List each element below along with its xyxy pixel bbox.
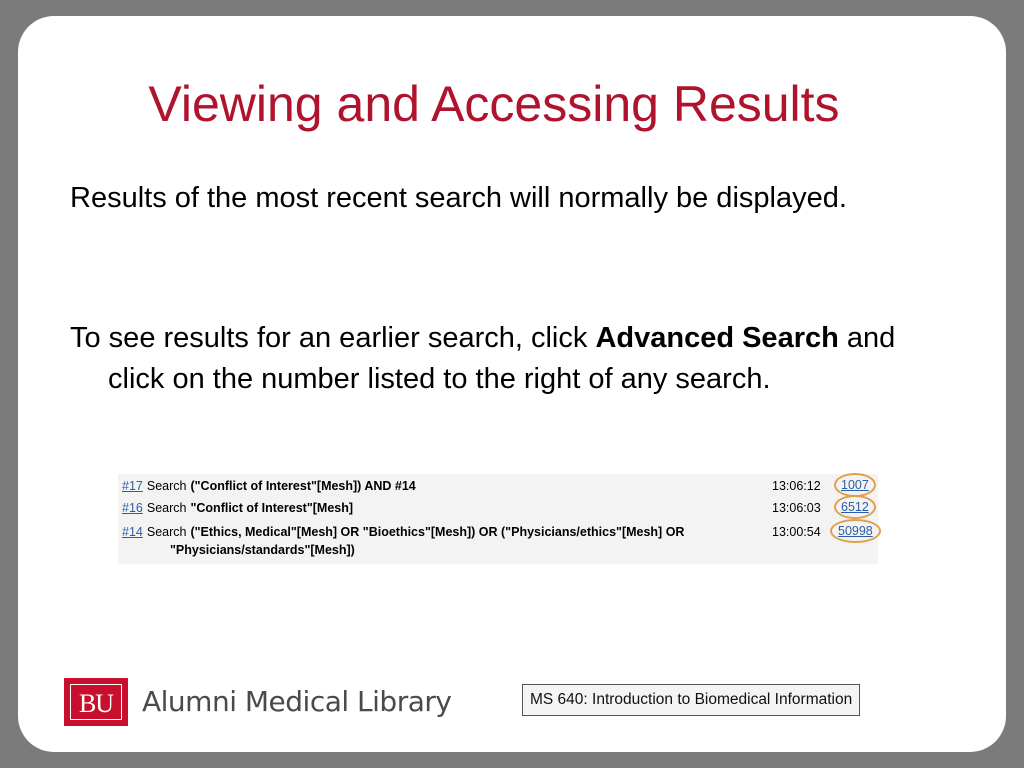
search-label: Search: [146, 479, 187, 493]
result-count-link[interactable]: 6512: [834, 495, 876, 519]
paragraph-text: To see results for an earlier search, click: [70, 322, 596, 354]
search-number-link[interactable]: #16: [122, 501, 143, 515]
search-query-continued: "Physicians/standards"[Mesh]): [170, 543, 355, 557]
bu-logo-text: BU: [70, 684, 122, 720]
search-label: Search: [146, 525, 187, 539]
paragraph-text: and click on the number listed to the right of any search.: [108, 322, 896, 395]
search-number-link[interactable]: #14: [122, 525, 143, 539]
history-row: [122, 522, 874, 542]
search-label: Search: [146, 501, 187, 515]
result-count-link[interactable]: 1007: [834, 473, 876, 497]
course-label: MS 640: Introduction to Biomedical Information: [522, 684, 860, 716]
history-row: [122, 476, 874, 496]
slide-title: Viewing and Accessing Results: [148, 76, 840, 132]
history-row-continuation: [170, 540, 922, 560]
library-logo: [64, 678, 484, 726]
paragraph-earlier-search: [70, 318, 948, 400]
search-number-link[interactable]: #17: [122, 479, 143, 493]
bu-logo-box: [64, 678, 128, 726]
result-count-link[interactable]: 50998: [830, 519, 881, 543]
search-query: ("Ethics, Medical"[Mesh] OR "Bioethics"[Mesh]) OR ("Physicians/ethics"[Mesh] OR: [190, 525, 685, 539]
search-time: 13:06:12: [772, 479, 821, 493]
library-name: Alumni Medical Library: [142, 685, 452, 718]
history-row: [122, 498, 874, 518]
search-query: ("Conflict of Interest"[Mesh]) AND #14: [190, 479, 416, 493]
search-history-screenshot: [118, 474, 878, 564]
search-time: 13:00:54: [772, 525, 821, 539]
search-time: 13:06:03: [772, 501, 821, 515]
advanced-search-label: Advanced Search: [595, 322, 839, 354]
paragraph-most-recent: Results of the most recent search will normally be displayed.: [70, 182, 847, 214]
search-query: "Conflict of Interest"[Mesh]: [190, 501, 354, 515]
